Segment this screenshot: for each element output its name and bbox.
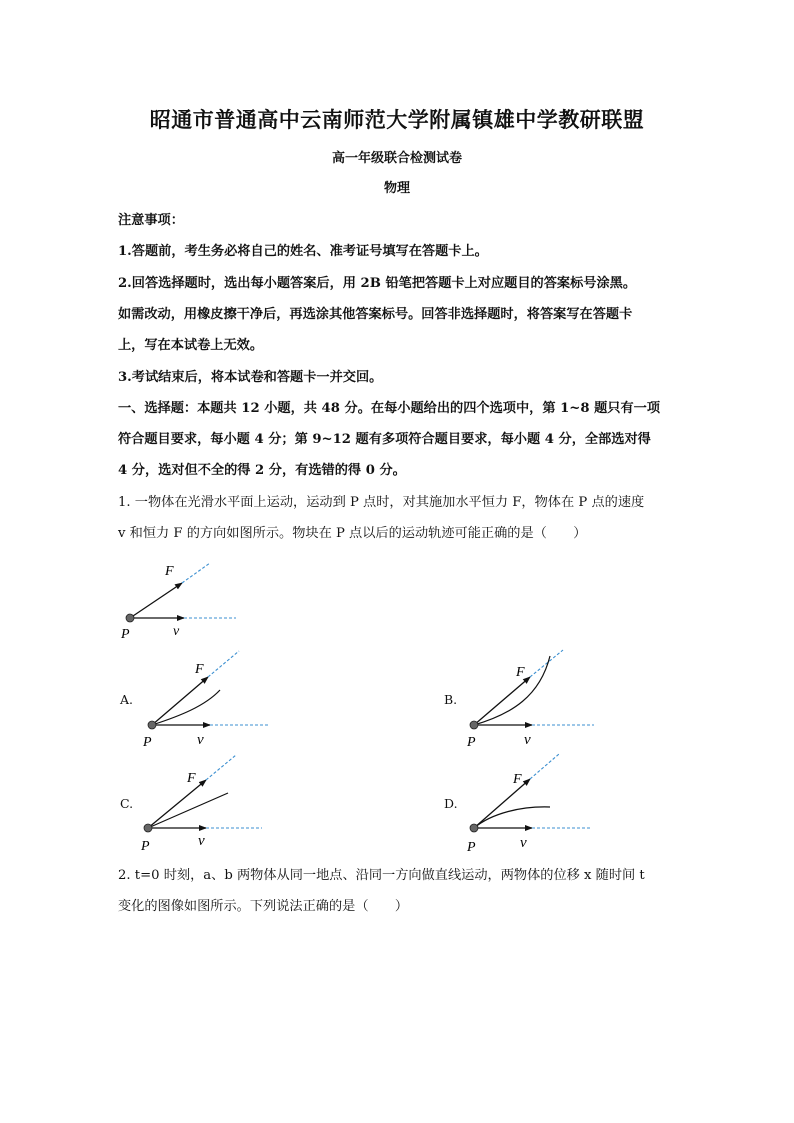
option-c-point-dot [144,824,152,832]
option-c-label[interactable]: C. [120,796,134,811]
option-d-figure[interactable] [462,753,597,853]
force-extension-line [182,563,210,583]
question-2-line-2: 变化的图像如图所示。下列说法正确的是（ ） [118,899,409,914]
option-b-figure[interactable] [462,648,597,748]
option-a-force-extension [208,651,239,677]
option-a-point-dot [148,721,156,729]
option-d-velocity-label: v [520,835,527,851]
option-c-trajectory [148,793,228,828]
option-b-point-label: P [467,735,476,748]
option-d-force-extension [530,754,559,779]
option-a-point-label: P [143,735,152,748]
option-b-velocity-label: v [524,732,531,748]
notice-item-1: 1.答题前，考生务必将自己的姓名、准考证号填写在答题卡上。 [118,244,488,259]
option-d-point-label: P [467,840,476,853]
notice-item-2-line-1: 2.回答选择题时，选出每小题答案后，用 2B 铅笔把答题卡上对应题目的答案标号涂黑。 [118,276,637,291]
option-d-force-label: F [513,772,522,787]
question-1-figure [118,558,248,643]
exam-subtitle: 高一年级联合检测试卷 [331,151,462,166]
option-a-label[interactable]: A. [120,692,134,707]
option-a-velocity-label: v [197,732,204,748]
option-b-label[interactable]: B. [444,692,458,707]
point-label: P [121,627,130,642]
option-b-point-dot [470,721,478,729]
subject-title: 物理 [383,181,410,196]
notice-item-3: 3.考试结束后，将本试卷和答题卡一并交回。 [118,370,383,385]
option-a-force-arrow [152,677,208,725]
section-1-line-1: 一、选择题：本题共 12 小题，共 48 分。在每小题给出的四个选项中，第 1~8 题只有一项 [118,401,661,416]
option-b-force-arrow [474,677,530,725]
option-c-force-arrow [148,780,206,828]
point-p-dot [126,614,134,622]
option-b-force-extension [530,650,563,677]
notice-item-2-line-3: 上，写在本试卷上无效。 [118,338,264,353]
force-arrow [130,583,182,618]
section-1-line-2: 符合题目要求，每小题 4 分；第 9~12 题有多项符合题目要求，每小题 4 分，全部选对得 [118,432,651,447]
option-b-force-label: F [516,665,525,680]
option-a-force-label: F [195,662,204,677]
force-label: F [165,564,174,579]
option-c-force-extension [206,755,236,780]
option-c-figure[interactable] [140,753,275,853]
option-d-point-dot [470,824,478,832]
section-1-line-3: 4 分，选对但不全的得 2 分，有选错的得 0 分。 [118,463,406,478]
option-c-velocity-label: v [198,833,205,849]
option-a-figure[interactable] [140,648,275,748]
velocity-label: v [173,624,180,639]
notice-item-2-line-2: 如需改动，用橡皮擦干净后，再选涂其他答案标号。回答非选择题时，将答案写在答题卡 [118,307,633,322]
option-d-label[interactable]: D. [444,796,458,811]
option-c-point-label: P [141,839,150,853]
option-c-force-label: F [187,771,196,786]
page-title: 昭通市普通高中云南师范大学附属镇雄中学教研联盟 [149,107,645,132]
question-2-line-1: 2. t=0 时刻，a、b 两物体从同一地点、沿同一方向做直线运动，两物体的位移 x 随时间 t [118,868,645,883]
question-1-line-1: 1. 一物体在光滑水平面上运动，运动到 P 点时，对其施加水平恒力 F，物体在 P 点的速度 [118,495,645,510]
notice-heading: 注意事项： [118,213,184,228]
question-1-line-2: v 和恒力 F 的方向如图所示。物块在 P 点以后的运动轨迹可能正确的是（ ） [118,526,587,541]
option-d-force-arrow [474,779,530,828]
